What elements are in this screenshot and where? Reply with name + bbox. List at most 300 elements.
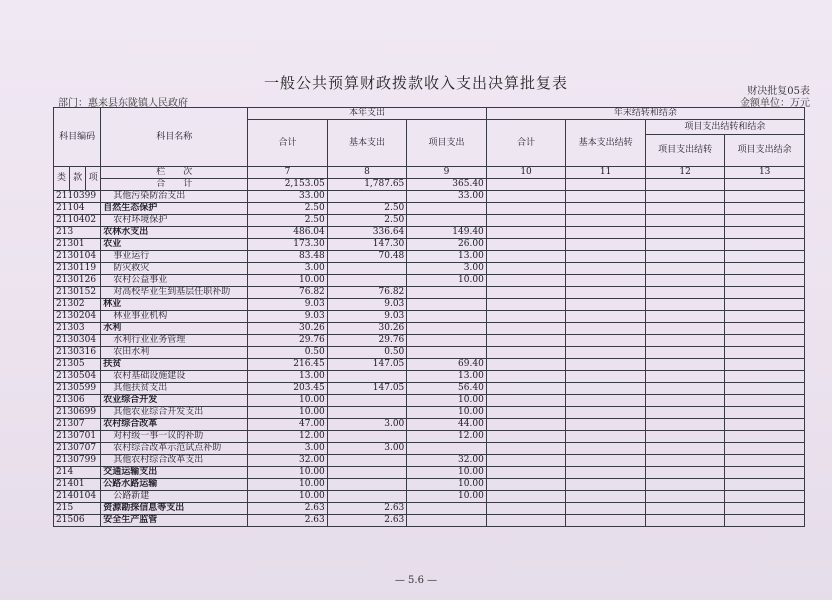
- cell-name: 农林水支出: [101, 227, 248, 239]
- cell-project: 10.00: [407, 491, 487, 503]
- cell-basic: [327, 371, 407, 383]
- cell-basic: [327, 407, 407, 419]
- cell-empty: [645, 299, 725, 311]
- cell-empty: [566, 179, 646, 191]
- cell-total: 10.00: [248, 275, 328, 287]
- cell-empty: [566, 491, 646, 503]
- cell-empty: [645, 467, 725, 479]
- cell-name: 安全生产监管: [101, 515, 248, 527]
- table-row: [54, 455, 805, 467]
- cell-basic: 336.64: [327, 227, 407, 239]
- cell-code: 2130119: [54, 263, 101, 275]
- cell-total: 3.00: [248, 443, 328, 455]
- col-header-lei: 类: [54, 167, 70, 191]
- cell-total: 12.00: [248, 431, 328, 443]
- cell-empty: [725, 215, 805, 227]
- cell-code: 2110399: [54, 191, 101, 203]
- cell-total: 13.00: [248, 371, 328, 383]
- cell-empty: [566, 335, 646, 347]
- page-number: — 5.6 —: [394, 575, 438, 586]
- cell-empty: [725, 179, 805, 191]
- cell-empty: [725, 203, 805, 215]
- cell-name: 农田水利: [101, 347, 248, 359]
- cell-total: 9.03: [248, 311, 328, 323]
- col-header-basic: 基本支出: [327, 120, 407, 167]
- cell-name: 农村综合改革: [101, 419, 248, 431]
- cell-empty: [566, 467, 646, 479]
- col-header-ye-total: 合计: [486, 120, 566, 167]
- cell-empty: [725, 407, 805, 419]
- cell-empty: [486, 515, 566, 527]
- cell-empty: [566, 431, 646, 443]
- cell-name: 防灾救灾: [101, 263, 248, 275]
- cell-empty: [566, 359, 646, 371]
- cell-project: [407, 323, 487, 335]
- cell-basic: 147.05: [327, 383, 407, 395]
- cell-code: 2130599: [54, 383, 101, 395]
- cell-empty: [725, 491, 805, 503]
- cell-basic: 2.50: [327, 203, 407, 215]
- cell-name: 水利: [101, 323, 248, 335]
- cell-total: 10.00: [248, 467, 328, 479]
- table-row: [54, 275, 805, 287]
- cell-code: 2130304: [54, 335, 101, 347]
- cell-empty: [645, 455, 725, 467]
- table-row: [54, 215, 805, 227]
- cell-empty: [486, 347, 566, 359]
- cell-project: 149.40: [407, 227, 487, 239]
- report-table: [53, 107, 805, 527]
- cell-total: 76.82: [248, 287, 328, 299]
- cell-project: [407, 347, 487, 359]
- cell-project: 33.00: [407, 191, 487, 203]
- cell-total: 2.50: [248, 203, 328, 215]
- cell-empty: [486, 287, 566, 299]
- cell-empty: [725, 383, 805, 395]
- cell-empty: [566, 371, 646, 383]
- cell-project: [407, 503, 487, 515]
- cell-code: 2130504: [54, 371, 101, 383]
- cell-total: 0.50: [248, 347, 328, 359]
- cell-empty: [486, 503, 566, 515]
- cell-empty: [725, 347, 805, 359]
- table-row: [54, 467, 805, 479]
- cell-empty: [486, 479, 566, 491]
- cell-empty: [566, 407, 646, 419]
- cell-empty: [645, 323, 725, 335]
- cell-empty: [486, 443, 566, 455]
- cell-empty: [725, 515, 805, 527]
- cell-empty: [645, 479, 725, 491]
- col-header-ye-project-group: 项目支出结转和结余: [645, 120, 804, 135]
- table-row: [54, 443, 805, 455]
- cell-empty: [486, 299, 566, 311]
- cell-code: 21302: [54, 299, 101, 311]
- cell-empty: [566, 347, 646, 359]
- col-number: 13: [725, 167, 805, 179]
- cell-basic: 2.63: [327, 503, 407, 515]
- cell-empty: [486, 179, 566, 191]
- cell-code: 21307: [54, 419, 101, 431]
- header-row-1: [54, 108, 805, 120]
- cell-empty: [645, 431, 725, 443]
- table-row: [54, 479, 805, 491]
- cell-project: 10.00: [407, 275, 487, 287]
- cell-code: 21303: [54, 323, 101, 335]
- cell-code: 2130126: [54, 275, 101, 287]
- col-header-ye-project-balance: 项目支出结余: [725, 135, 805, 167]
- col-header-kuan: 款: [70, 167, 86, 191]
- cell-total: 10.00: [248, 479, 328, 491]
- cell-empty: [486, 359, 566, 371]
- table-row: [54, 491, 805, 503]
- cell-empty: [486, 371, 566, 383]
- cell-project: 13.00: [407, 251, 487, 263]
- cell-basic: 70.48: [327, 251, 407, 263]
- cell-empty: [645, 371, 725, 383]
- cell-empty: [725, 359, 805, 371]
- cell-basic: [327, 431, 407, 443]
- col-header-xiang: 项: [86, 167, 101, 191]
- cell-empty: [645, 503, 725, 515]
- cell-empty: [566, 515, 646, 527]
- cell-empty: [645, 179, 725, 191]
- cell-code: 213: [54, 227, 101, 239]
- cell-basic: 147.05: [327, 359, 407, 371]
- cell-basic: [327, 395, 407, 407]
- cell-empty: [725, 479, 805, 491]
- cell-empty: [486, 335, 566, 347]
- cell-name: 农业综合开发: [101, 395, 248, 407]
- cell-project: 13.00: [407, 371, 487, 383]
- col-header-year-end: 年末结转和结余: [486, 108, 804, 120]
- cell-total: 32.00: [248, 455, 328, 467]
- cell-basic: 0.50: [327, 347, 407, 359]
- cell-project: 26.00: [407, 239, 487, 251]
- col-header-name: 科目名称: [101, 108, 248, 167]
- cell-total: 10.00: [248, 407, 328, 419]
- cell-code: 215: [54, 503, 101, 515]
- cell-name: 其他污染防治支出: [101, 191, 248, 203]
- cell-project: 10.00: [407, 407, 487, 419]
- cell-empty: [566, 287, 646, 299]
- cell-code: 214: [54, 467, 101, 479]
- table-row: [54, 323, 805, 335]
- table-row: [54, 371, 805, 383]
- cell-total: 33.00: [248, 191, 328, 203]
- cell-empty: [566, 227, 646, 239]
- cell-empty: [725, 467, 805, 479]
- cell-empty: [645, 491, 725, 503]
- cell-project: 3.00: [407, 263, 487, 275]
- cell-name: 扶贫: [101, 359, 248, 371]
- cell-name: 其他农业综合开发支出: [101, 407, 248, 419]
- col-number: 12: [645, 167, 725, 179]
- cell-basic: 3.00: [327, 419, 407, 431]
- cell-code: 2140104: [54, 491, 101, 503]
- cell-empty: [725, 299, 805, 311]
- cell-basic: 2.50: [327, 215, 407, 227]
- cell-empty: [645, 239, 725, 251]
- col-header-project: 项目支出: [407, 120, 487, 167]
- cell-total: 3.00: [248, 263, 328, 275]
- table-row: [54, 503, 805, 515]
- cell-empty: [725, 455, 805, 467]
- form-number: 财决批复05表: [747, 86, 810, 97]
- cell-empty: [566, 299, 646, 311]
- table-row: [54, 335, 805, 347]
- cell-name: 农业: [101, 239, 248, 251]
- cell-basic: 9.03: [327, 299, 407, 311]
- cell-empty: [645, 191, 725, 203]
- col-header-ye-basic: 基本支出结转: [566, 120, 646, 167]
- cell-total: 83.48: [248, 251, 328, 263]
- cell-empty: [486, 431, 566, 443]
- cell-total: 30.26: [248, 323, 328, 335]
- cell-total: 29.76: [248, 335, 328, 347]
- cell-empty: [645, 227, 725, 239]
- cell-name: 农村环境保护: [101, 215, 248, 227]
- cell-code: 21306: [54, 395, 101, 407]
- cell-code: 2110402: [54, 215, 101, 227]
- cell-name: 自然生态保护: [101, 203, 248, 215]
- cell-empty: [486, 275, 566, 287]
- cell-basic: 1,787.65: [327, 179, 407, 191]
- cell-name: 林业事业机构: [101, 311, 248, 323]
- cell-code: 21305: [54, 359, 101, 371]
- cell-empty: [486, 383, 566, 395]
- cell-empty: [645, 203, 725, 215]
- cell-empty: [566, 323, 646, 335]
- table-row: [54, 251, 805, 263]
- department: 部门：惠来县东陇镇人民政府: [58, 98, 188, 109]
- cell-name: 对村级一事一议的补助: [101, 431, 248, 443]
- cell-basic: [327, 455, 407, 467]
- cell-basic: 3.00: [327, 443, 407, 455]
- cell-name: 其他扶贫支出: [101, 383, 248, 395]
- cell-empty: [725, 335, 805, 347]
- col-number: 7: [248, 167, 328, 179]
- grand-total-label: 合 计: [101, 179, 248, 191]
- cell-basic: 30.26: [327, 323, 407, 335]
- cell-empty: [645, 275, 725, 287]
- cell-name: 林业: [101, 299, 248, 311]
- cell-basic: 2.63: [327, 515, 407, 527]
- cell-empty: [566, 383, 646, 395]
- cell-project: [407, 287, 487, 299]
- cell-empty: [566, 203, 646, 215]
- cell-empty: [645, 215, 725, 227]
- cell-code: 2130701: [54, 431, 101, 443]
- cell-empty: [486, 251, 566, 263]
- cell-basic: [327, 191, 407, 203]
- cell-empty: [486, 203, 566, 215]
- cell-empty: [566, 239, 646, 251]
- cell-total: 203.45: [248, 383, 328, 395]
- cell-total: 2.63: [248, 515, 328, 527]
- cell-empty: [725, 227, 805, 239]
- table-row: [54, 287, 805, 299]
- cell-project: [407, 443, 487, 455]
- cell-project: 10.00: [407, 467, 487, 479]
- cell-project: [407, 299, 487, 311]
- cell-empty: [566, 443, 646, 455]
- cell-total: 486.04: [248, 227, 328, 239]
- table-row: [54, 263, 805, 275]
- cell-empty: [566, 395, 646, 407]
- cell-empty: [566, 275, 646, 287]
- cell-code: 2130204: [54, 311, 101, 323]
- cell-empty: [486, 215, 566, 227]
- cell-total: 2.63: [248, 503, 328, 515]
- col-number: 10: [486, 167, 566, 179]
- cell-total: 10.00: [248, 395, 328, 407]
- col-header-ye-project-carry: 项目支出结转: [645, 135, 725, 167]
- cell-name: 公路新建: [101, 491, 248, 503]
- cell-empty: [566, 215, 646, 227]
- cell-project: [407, 515, 487, 527]
- cell-code: 21301: [54, 239, 101, 251]
- cell-empty: [645, 335, 725, 347]
- cell-basic: 76.82: [327, 287, 407, 299]
- cell-empty: [645, 419, 725, 431]
- grand-total-row: [54, 179, 805, 191]
- cell-code: 2130316: [54, 347, 101, 359]
- cell-project: 56.40: [407, 383, 487, 395]
- cell-total: 2,153.05: [248, 179, 328, 191]
- cell-name: 其他农村综合改革支出: [101, 455, 248, 467]
- cell-empty: [725, 323, 805, 335]
- cell-empty: [645, 311, 725, 323]
- table-row: [54, 191, 805, 203]
- cell-basic: 147.30: [327, 239, 407, 251]
- cell-code: 2130104: [54, 251, 101, 263]
- cell-basic: [327, 263, 407, 275]
- cell-empty: [725, 371, 805, 383]
- cell-code: 21401: [54, 479, 101, 491]
- cell-project: 10.00: [407, 395, 487, 407]
- cell-empty: [725, 503, 805, 515]
- cell-empty: [725, 263, 805, 275]
- cell-empty: [645, 443, 725, 455]
- table-row: [54, 407, 805, 419]
- cell-code: 2130699: [54, 407, 101, 419]
- table-row: [54, 227, 805, 239]
- page-title: 一般公共预算财政拨款收入支出决算批复表: [263, 74, 568, 92]
- cell-empty: [725, 287, 805, 299]
- cell-empty: [645, 263, 725, 275]
- table-row: [54, 203, 805, 215]
- cell-project: 12.00: [407, 431, 487, 443]
- cell-total: 173.30: [248, 239, 328, 251]
- cell-basic: [327, 491, 407, 503]
- col-header-total: 合计: [248, 120, 328, 167]
- col-number: 11: [566, 167, 646, 179]
- cell-empty: [645, 515, 725, 527]
- table-row: [54, 311, 805, 323]
- cell-empty: [566, 419, 646, 431]
- cell-empty: [486, 455, 566, 467]
- cell-empty: [725, 443, 805, 455]
- cell-empty: [645, 383, 725, 395]
- cell-basic: [327, 275, 407, 287]
- cell-empty: [486, 491, 566, 503]
- cell-basic: [327, 467, 407, 479]
- col-header-current-year: 本年支出: [248, 108, 487, 120]
- cell-empty: [645, 359, 725, 371]
- table-row: [54, 359, 805, 371]
- cell-empty: [725, 419, 805, 431]
- cell-project: 69.40: [407, 359, 487, 371]
- cell-empty: [486, 395, 566, 407]
- cell-empty: [645, 395, 725, 407]
- cell-empty: [725, 191, 805, 203]
- cell-name: 交通运输支出: [101, 467, 248, 479]
- cell-name: 事业运行: [101, 251, 248, 263]
- cell-empty: [566, 503, 646, 515]
- cell-code: 21104: [54, 203, 101, 215]
- cell-name: 农村综合改革示范试点补助: [101, 443, 248, 455]
- cell-project: [407, 215, 487, 227]
- cell-basic: 29.76: [327, 335, 407, 347]
- cell-empty: [566, 251, 646, 263]
- cell-empty: [645, 347, 725, 359]
- cell-empty: [566, 479, 646, 491]
- table-row: [54, 239, 805, 251]
- cell-code: 2130152: [54, 287, 101, 299]
- cell-name: 农村基础设施建设: [101, 371, 248, 383]
- cell-empty: [486, 407, 566, 419]
- amount-unit: 金额单位：万元: [740, 98, 810, 109]
- col-number: 9: [407, 167, 487, 179]
- table-row: [54, 299, 805, 311]
- column-number-row: [54, 167, 805, 179]
- table-row: [54, 431, 805, 443]
- cell-empty: [486, 227, 566, 239]
- cell-total: 216.45: [248, 359, 328, 371]
- cell-project: 365.40: [407, 179, 487, 191]
- cell-total: 2.50: [248, 215, 328, 227]
- cell-total: 9.03: [248, 299, 328, 311]
- cell-project: 32.00: [407, 455, 487, 467]
- cell-basic: [327, 479, 407, 491]
- col-number: 8: [327, 167, 407, 179]
- cell-basic: 9.03: [327, 311, 407, 323]
- cell-name: 水利行业业务管理: [101, 335, 248, 347]
- cell-empty: [725, 239, 805, 251]
- cell-empty: [725, 275, 805, 287]
- cell-total: 47.00: [248, 419, 328, 431]
- cell-empty: [566, 263, 646, 275]
- cell-name: 对高校毕业生到基层任职补助: [101, 287, 248, 299]
- cell-project: [407, 203, 487, 215]
- table-row: [54, 347, 805, 359]
- cell-empty: [566, 311, 646, 323]
- table-row: [54, 383, 805, 395]
- cell-empty: [486, 467, 566, 479]
- cell-total: 10.00: [248, 491, 328, 503]
- cell-empty: [486, 239, 566, 251]
- cell-empty: [486, 311, 566, 323]
- cell-project: [407, 311, 487, 323]
- cell-empty: [566, 191, 646, 203]
- cell-empty: [486, 323, 566, 335]
- cell-project: 10.00: [407, 479, 487, 491]
- col-header-code: 科目编码: [54, 108, 101, 167]
- cell-empty: [725, 431, 805, 443]
- cell-empty: [566, 455, 646, 467]
- cell-code: 2130707: [54, 443, 101, 455]
